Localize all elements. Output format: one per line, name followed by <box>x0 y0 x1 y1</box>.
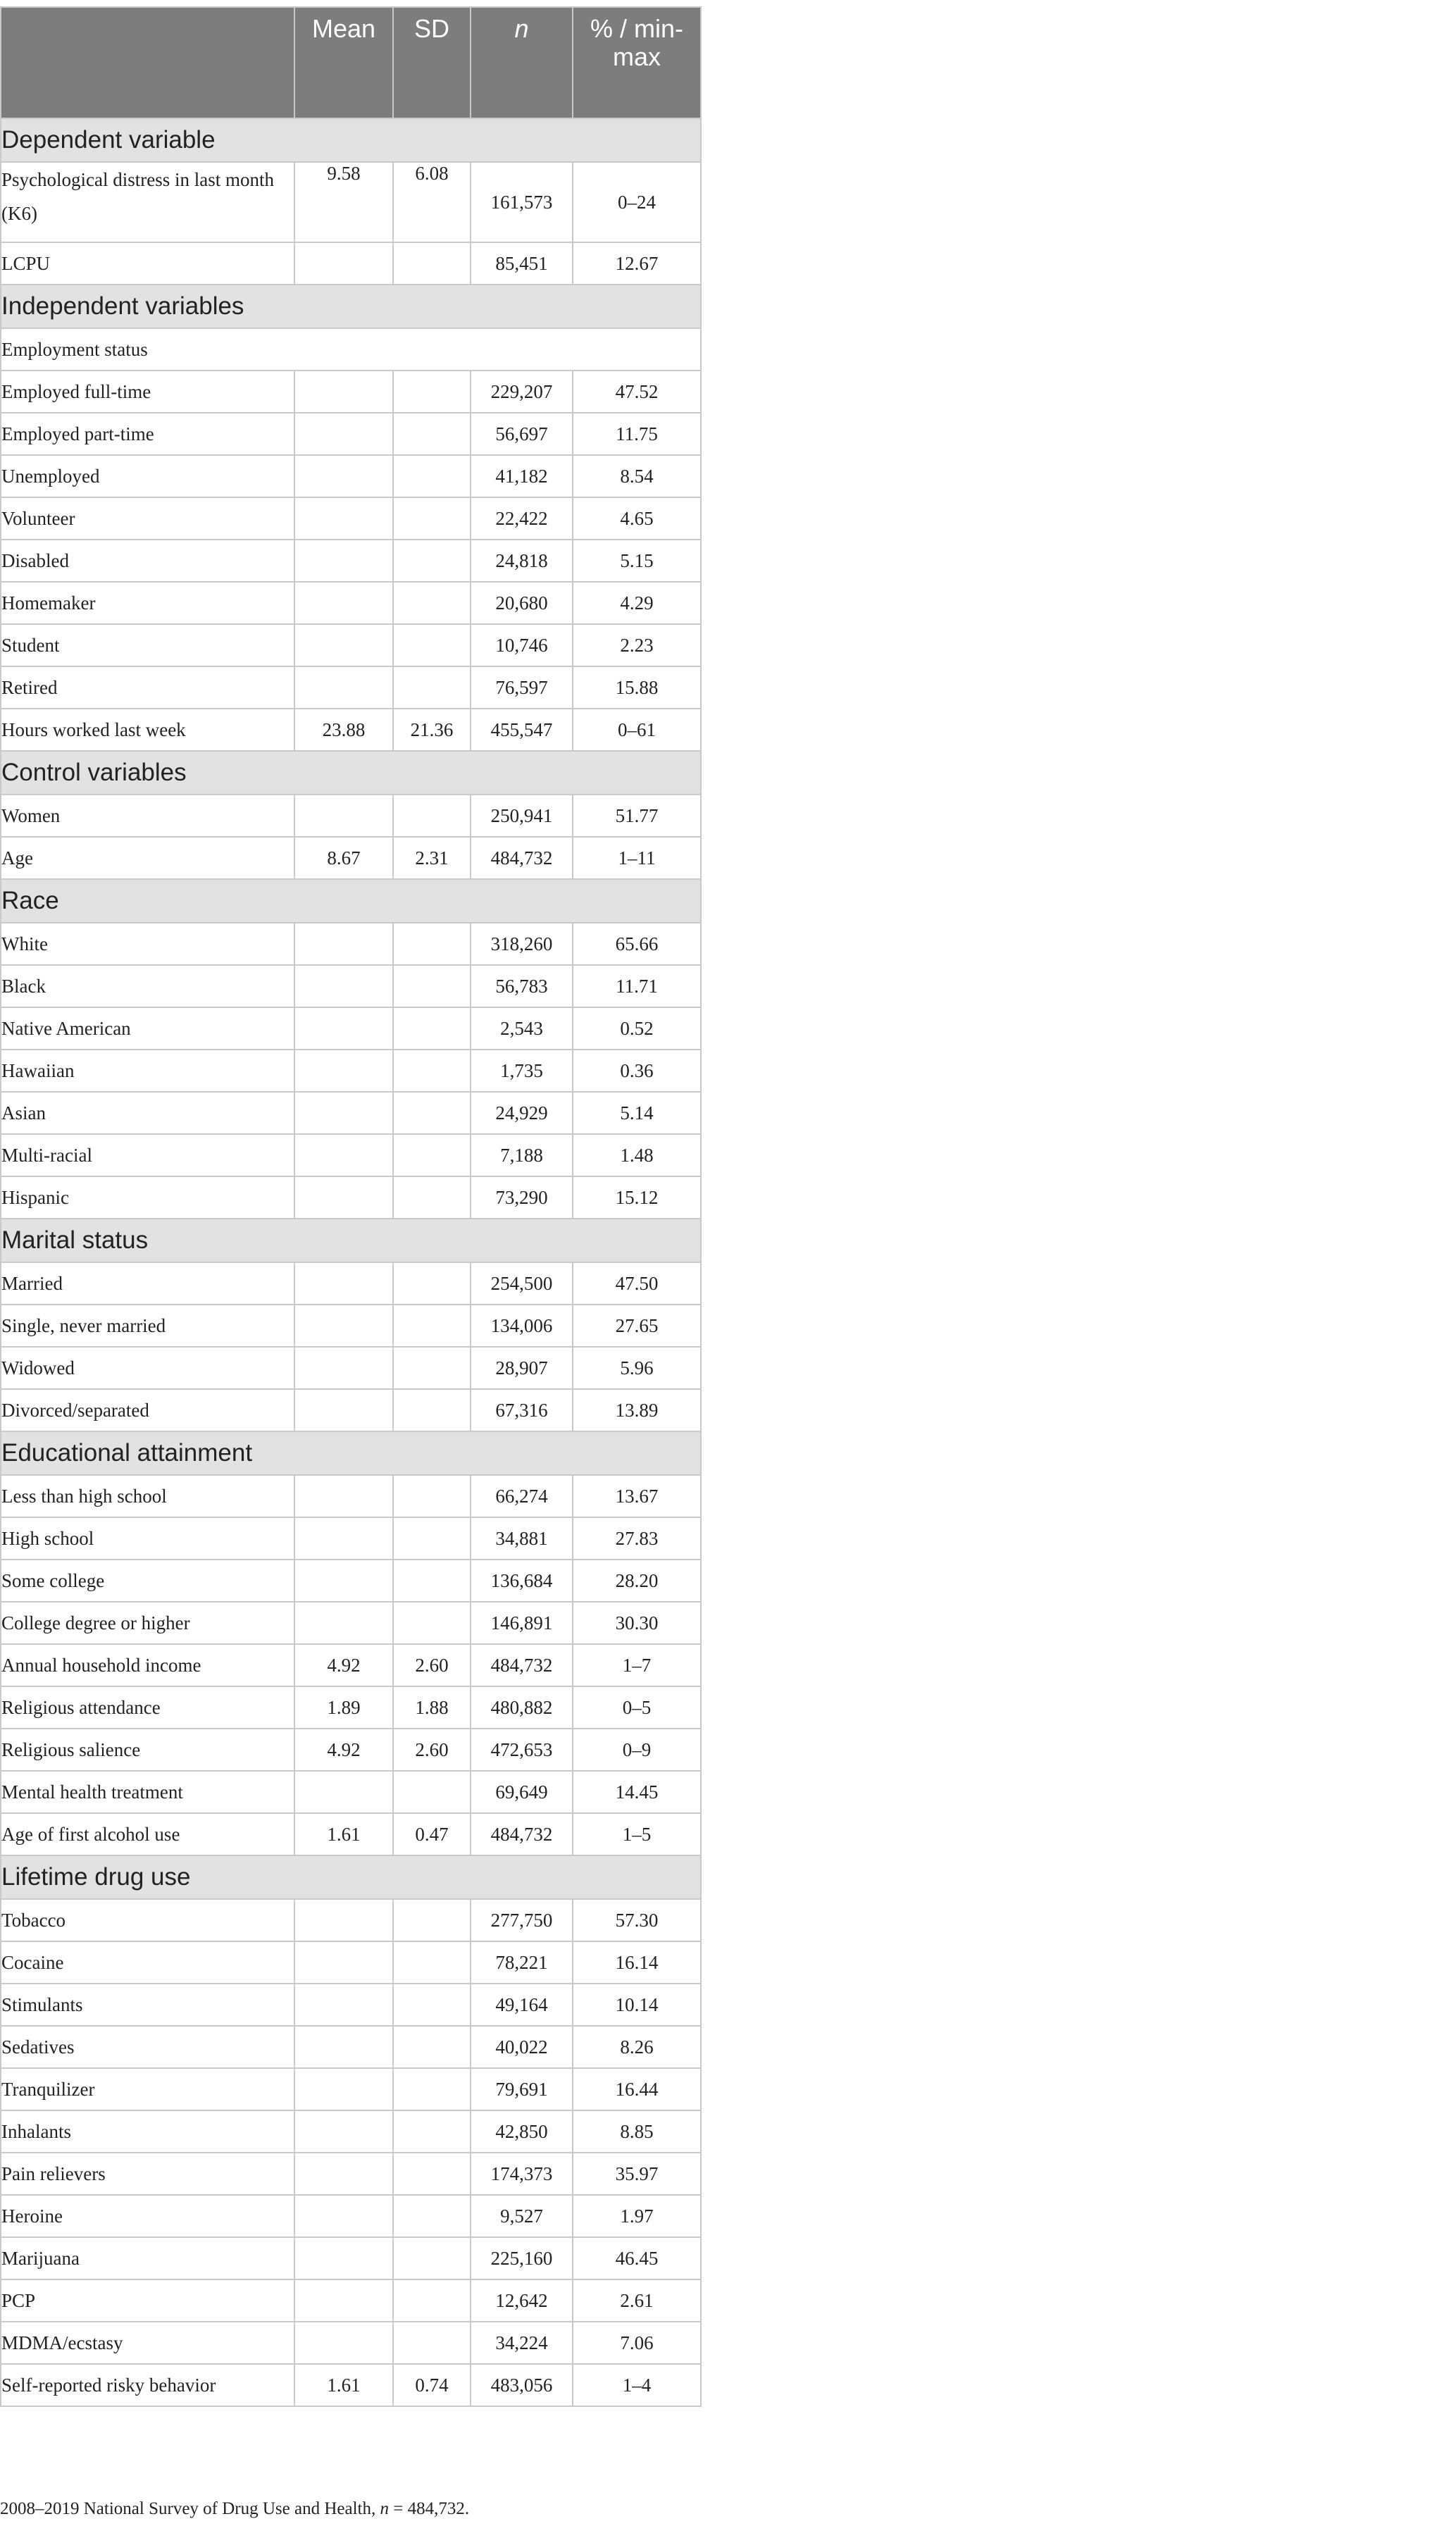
cell-pct: 5.15 <box>573 540 701 582</box>
cell-n: 161,573 <box>471 162 573 242</box>
cell-pct: 0–9 <box>573 1729 701 1771</box>
table-row <box>1 540 701 582</box>
table-row <box>1 709 701 751</box>
cell-n: 146,891 <box>471 1602 573 1644</box>
table-row <box>1 795 701 837</box>
cell-sd: 2.60 <box>393 1729 471 1771</box>
section-title: Control variables <box>1 751 701 795</box>
table-row <box>1 923 701 965</box>
table-row <box>1 2153 701 2195</box>
table-row <box>1 162 701 242</box>
cell-mean <box>294 666 393 709</box>
cell-n: 56,697 <box>471 413 573 455</box>
cell-mean: 1.61 <box>294 1813 393 1855</box>
table-row <box>1 1007 701 1050</box>
cell-mean <box>294 2110 393 2153</box>
cell-sd <box>393 2110 471 2153</box>
cell-mean: 8.67 <box>294 837 393 879</box>
cell-pct: 27.65 <box>573 1305 701 1347</box>
cell-n: 69,649 <box>471 1771 573 1813</box>
cell-sd <box>393 2026 471 2068</box>
table-row <box>1 2364 701 2406</box>
cell-sd: 6.08 <box>393 162 471 242</box>
cell-n: 67,316 <box>471 1389 573 1431</box>
row-label: Mental health treatment <box>1 1771 294 1813</box>
cell-n: 277,750 <box>471 1899 573 1941</box>
table-row <box>1 666 701 709</box>
cell-pct: 1–5 <box>573 1813 701 1855</box>
cell-pct: 5.14 <box>573 1092 701 1134</box>
cell-mean <box>294 1771 393 1813</box>
cell-sd <box>393 1262 471 1305</box>
table-row <box>1 2110 701 2153</box>
cell-n: 480,882 <box>471 1686 573 1729</box>
row-label: Disabled <box>1 540 294 582</box>
table-row <box>1 1686 701 1729</box>
cell-sd <box>393 455 471 497</box>
row-label: Volunteer <box>1 497 294 540</box>
cell-pct: 0.52 <box>573 1007 701 1050</box>
cell-pct: 8.85 <box>573 2110 701 2153</box>
cell-sd <box>393 582 471 624</box>
cell-sd <box>393 1092 471 1134</box>
table-row <box>1 965 701 1007</box>
table-row <box>1 455 701 497</box>
cell-pct: 13.67 <box>573 1475 701 1517</box>
section-title: Marital status <box>1 1219 701 1262</box>
row-label: LCPU <box>1 242 294 285</box>
cell-sd: 1.88 <box>393 1686 471 1729</box>
table-row <box>1 1389 701 1431</box>
cell-sd <box>393 1771 471 1813</box>
row-label: White <box>1 923 294 965</box>
cell-sd <box>393 1050 471 1092</box>
cell-n: 76,597 <box>471 666 573 709</box>
cell-mean: 9.58 <box>294 162 393 242</box>
cell-pct: 5.96 <box>573 1347 701 1389</box>
table-row <box>1 1941 701 1984</box>
section-title: Educational attainment <box>1 1431 701 1475</box>
table-row <box>1 1644 701 1686</box>
table-row <box>1 242 701 285</box>
table-row <box>1 2322 701 2364</box>
cell-pct: 0–24 <box>573 162 701 242</box>
section-header-row <box>1 285 701 328</box>
row-label: Single, never married <box>1 1305 294 1347</box>
cell-pct: 1.48 <box>573 1134 701 1176</box>
row-label: Widowed <box>1 1347 294 1389</box>
cell-pct: 51.77 <box>573 795 701 837</box>
table-row <box>1 2195 701 2237</box>
cell-mean <box>294 582 393 624</box>
cell-sd <box>393 1176 471 1219</box>
table-row <box>1 1262 701 1305</box>
table-row <box>1 2068 701 2110</box>
cell-pct: 11.75 <box>573 413 701 455</box>
cell-n: 484,732 <box>471 837 573 879</box>
cell-sd <box>393 497 471 540</box>
table-row <box>1 1176 701 1219</box>
cell-n: 134,006 <box>471 1305 573 1347</box>
cell-pct: 47.52 <box>573 371 701 413</box>
cell-sd <box>393 1475 471 1517</box>
cell-sd <box>393 242 471 285</box>
cell-pct: 16.14 <box>573 1941 701 1984</box>
cell-mean <box>294 1941 393 1984</box>
cell-pct: 2.23 <box>573 624 701 666</box>
row-label: Native American <box>1 1007 294 1050</box>
row-label: Heroine <box>1 2195 294 2237</box>
cell-mean: 4.92 <box>294 1729 393 1771</box>
cell-mean <box>294 1475 393 1517</box>
cell-pct: 0–61 <box>573 709 701 751</box>
table-row <box>1 1092 701 1134</box>
table-row <box>1 371 701 413</box>
cell-sd <box>393 2237 471 2279</box>
cell-mean <box>294 1560 393 1602</box>
table-row <box>1 413 701 455</box>
cell-sd <box>393 923 471 965</box>
footnote-suffix: = 484,732. <box>388 2499 470 2518</box>
cell-mean <box>294 2026 393 2068</box>
cell-n: 73,290 <box>471 1176 573 1219</box>
section-header-row <box>1 1219 701 1262</box>
cell-mean <box>294 1007 393 1050</box>
cell-n: 12,642 <box>471 2279 573 2322</box>
cell-pct: 65.66 <box>573 923 701 965</box>
cell-pct: 7.06 <box>573 2322 701 2364</box>
cell-sd <box>393 2195 471 2237</box>
header-pct: % / min-max <box>573 7 701 118</box>
table-row <box>1 1813 701 1855</box>
row-label: PCP <box>1 2279 294 2322</box>
table-row <box>1 1560 701 1602</box>
cell-n: 42,850 <box>471 2110 573 2153</box>
cell-pct: 1–4 <box>573 2364 701 2406</box>
table-row <box>1 2279 701 2322</box>
cell-pct: 2.61 <box>573 2279 701 2322</box>
cell-pct: 4.29 <box>573 582 701 624</box>
cell-mean <box>294 1092 393 1134</box>
row-group-label: Employment status <box>1 328 701 371</box>
section-header-row <box>1 1855 701 1899</box>
row-label: Cocaine <box>1 1941 294 1984</box>
row-label: Hispanic <box>1 1176 294 1219</box>
row-label: Employed part-time <box>1 413 294 455</box>
cell-n: 56,783 <box>471 965 573 1007</box>
descriptive-statistics-table <box>0 6 702 2407</box>
cell-n: 455,547 <box>471 709 573 751</box>
cell-sd: 2.31 <box>393 837 471 879</box>
cell-sd <box>393 1941 471 1984</box>
cell-n: 24,818 <box>471 540 573 582</box>
cell-sd: 21.36 <box>393 709 471 751</box>
cell-pct: 10.14 <box>573 1984 701 2026</box>
cell-n: 225,160 <box>471 2237 573 2279</box>
section-title: Lifetime drug use <box>1 1855 701 1899</box>
cell-mean <box>294 1262 393 1305</box>
row-label: MDMA/ecstasy <box>1 2322 294 2364</box>
header-mean: Mean <box>294 7 393 118</box>
row-label: Asian <box>1 1092 294 1134</box>
cell-pct: 0–5 <box>573 1686 701 1729</box>
row-label: Sedatives <box>1 2026 294 2068</box>
row-label: Hours worked last week <box>1 709 294 751</box>
table-row <box>1 328 701 371</box>
table-body <box>1 118 701 2406</box>
section-header-row <box>1 1431 701 1475</box>
cell-pct: 28.20 <box>573 1560 701 1602</box>
cell-n: 318,260 <box>471 923 573 965</box>
cell-sd <box>393 1389 471 1431</box>
cell-n: 20,680 <box>471 582 573 624</box>
table-row <box>1 2026 701 2068</box>
cell-n: 24,929 <box>471 1092 573 1134</box>
cell-sd <box>393 2068 471 2110</box>
table-row <box>1 1602 701 1644</box>
section-header-row <box>1 751 701 795</box>
cell-sd <box>393 1305 471 1347</box>
cell-mean <box>294 2322 393 2364</box>
section-title: Dependent variable <box>1 118 701 162</box>
cell-mean <box>294 371 393 413</box>
cell-mean <box>294 1602 393 1644</box>
cell-pct: 4.65 <box>573 497 701 540</box>
cell-sd <box>393 1517 471 1560</box>
cell-mean: 1.89 <box>294 1686 393 1729</box>
cell-n: 7,188 <box>471 1134 573 1176</box>
table-row <box>1 1347 701 1389</box>
header-row <box>1 7 701 118</box>
cell-n: 41,182 <box>471 455 573 497</box>
cell-sd <box>393 413 471 455</box>
row-label: Age of first alcohol use <box>1 1813 294 1855</box>
cell-n: 9,527 <box>471 2195 573 2237</box>
table-row <box>1 1771 701 1813</box>
cell-sd <box>393 2153 471 2195</box>
cell-sd <box>393 1602 471 1644</box>
section-title: Race <box>1 879 701 923</box>
cell-pct: 14.45 <box>573 1771 701 1813</box>
cell-sd <box>393 1984 471 2026</box>
cell-n: 22,422 <box>471 497 573 540</box>
row-label: Marijuana <box>1 2237 294 2279</box>
cell-mean <box>294 624 393 666</box>
cell-pct: 15.88 <box>573 666 701 709</box>
row-label: Women <box>1 795 294 837</box>
row-label: Inhalants <box>1 2110 294 2153</box>
cell-pct: 57.30 <box>573 1899 701 1941</box>
cell-sd <box>393 1560 471 1602</box>
cell-n: 484,732 <box>471 1644 573 1686</box>
header-sd: SD <box>393 7 471 118</box>
cell-pct: 47.50 <box>573 1262 701 1305</box>
cell-pct: 30.30 <box>573 1602 701 1644</box>
cell-sd <box>393 1134 471 1176</box>
row-label: Psychological distress in last month (K6) <box>1 162 294 242</box>
cell-sd: 0.74 <box>393 2364 471 2406</box>
table-row <box>1 1729 701 1771</box>
cell-sd <box>393 2279 471 2322</box>
row-label: Annual household income <box>1 1644 294 1686</box>
cell-n: 250,941 <box>471 795 573 837</box>
cell-pct: 0.36 <box>573 1050 701 1092</box>
header-n: n <box>471 7 573 118</box>
cell-n: 85,451 <box>471 242 573 285</box>
cell-mean <box>294 2153 393 2195</box>
cell-n: 28,907 <box>471 1347 573 1389</box>
row-label: Some college <box>1 1560 294 1602</box>
section-title: Independent variables <box>1 285 701 328</box>
table-row <box>1 1984 701 2026</box>
cell-mean <box>294 965 393 1007</box>
cell-sd <box>393 540 471 582</box>
header-label <box>1 7 294 118</box>
cell-mean <box>294 1517 393 1560</box>
cell-mean <box>294 795 393 837</box>
cell-n: 66,274 <box>471 1475 573 1517</box>
row-label: High school <box>1 1517 294 1560</box>
cell-mean <box>294 2195 393 2237</box>
cell-sd <box>393 965 471 1007</box>
cell-mean <box>294 2279 393 2322</box>
cell-mean <box>294 497 393 540</box>
cell-pct: 8.26 <box>573 2026 701 2068</box>
cell-sd: 0.47 <box>393 1813 471 1855</box>
cell-pct: 46.45 <box>573 2237 701 2279</box>
section-header-row <box>1 118 701 162</box>
footnote <box>0 2499 469 2519</box>
row-label: Stimulants <box>1 1984 294 2026</box>
cell-mean <box>294 1899 393 1941</box>
cell-mean <box>294 242 393 285</box>
section-header-row <box>1 879 701 923</box>
row-label: Married <box>1 1262 294 1305</box>
cell-n: 78,221 <box>471 1941 573 1984</box>
cell-sd <box>393 795 471 837</box>
cell-mean: 4.92 <box>294 1644 393 1686</box>
cell-n: 472,653 <box>471 1729 573 1771</box>
cell-sd <box>393 624 471 666</box>
cell-pct: 12.67 <box>573 242 701 285</box>
row-label: Unemployed <box>1 455 294 497</box>
cell-n: 229,207 <box>471 371 573 413</box>
cell-sd <box>393 1899 471 1941</box>
table-row <box>1 1050 701 1092</box>
cell-sd <box>393 666 471 709</box>
cell-pct: 15.12 <box>573 1176 701 1219</box>
cell-n: 136,684 <box>471 1560 573 1602</box>
cell-n: 483,056 <box>471 2364 573 2406</box>
cell-mean <box>294 413 393 455</box>
cell-mean <box>294 2068 393 2110</box>
row-label: Self-reported risky behavior <box>1 2364 294 2406</box>
table-row <box>1 1305 701 1347</box>
row-label: College degree or higher <box>1 1602 294 1644</box>
cell-mean <box>294 2237 393 2279</box>
cell-mean <box>294 540 393 582</box>
row-label: Multi-racial <box>1 1134 294 1176</box>
cell-pct: 35.97 <box>573 2153 701 2195</box>
table-row <box>1 582 701 624</box>
cell-n: 34,881 <box>471 1517 573 1560</box>
cell-sd <box>393 1007 471 1050</box>
footnote-prefix: 2008–2019 National Survey of Drug Use and Health, <box>0 2499 380 2518</box>
table-row <box>1 1517 701 1560</box>
footnote-n-symbol: n <box>380 2499 389 2518</box>
table-row <box>1 1134 701 1176</box>
row-label: Religious salience <box>1 1729 294 1771</box>
row-label: Divorced/separated <box>1 1389 294 1431</box>
cell-mean <box>294 1050 393 1092</box>
table-row <box>1 837 701 879</box>
cell-pct: 16.44 <box>573 2068 701 2110</box>
row-label: Employed full-time <box>1 371 294 413</box>
cell-n: 254,500 <box>471 1262 573 1305</box>
cell-mean <box>294 1347 393 1389</box>
cell-n: 49,164 <box>471 1984 573 2026</box>
cell-mean <box>294 1389 393 1431</box>
row-label: Hawaiian <box>1 1050 294 1092</box>
table-row <box>1 624 701 666</box>
cell-n: 174,373 <box>471 2153 573 2195</box>
cell-n: 79,691 <box>471 2068 573 2110</box>
row-label: Age <box>1 837 294 879</box>
row-label: Religious attendance <box>1 1686 294 1729</box>
cell-n: 1,735 <box>471 1050 573 1092</box>
cell-n: 10,746 <box>471 624 573 666</box>
cell-pct: 13.89 <box>573 1389 701 1431</box>
cell-pct: 27.83 <box>573 1517 701 1560</box>
table-row <box>1 1899 701 1941</box>
cell-mean: 1.61 <box>294 2364 393 2406</box>
cell-mean: 23.88 <box>294 709 393 751</box>
row-label: Retired <box>1 666 294 709</box>
row-label: Pain relievers <box>1 2153 294 2195</box>
cell-sd <box>393 2322 471 2364</box>
cell-pct: 11.71 <box>573 965 701 1007</box>
cell-sd: 2.60 <box>393 1644 471 1686</box>
cell-n: 2,543 <box>471 1007 573 1050</box>
table-row <box>1 2237 701 2279</box>
cell-mean <box>294 923 393 965</box>
cell-mean <box>294 1305 393 1347</box>
table-row <box>1 1475 701 1517</box>
row-label: Tranquilizer <box>1 2068 294 2110</box>
row-label: Homemaker <box>1 582 294 624</box>
cell-mean <box>294 455 393 497</box>
row-label: Less than high school <box>1 1475 294 1517</box>
cell-sd <box>393 371 471 413</box>
cell-n: 40,022 <box>471 2026 573 2068</box>
table-row <box>1 497 701 540</box>
cell-pct: 1–7 <box>573 1644 701 1686</box>
cell-n: 484,732 <box>471 1813 573 1855</box>
cell-pct: 1–11 <box>573 837 701 879</box>
cell-sd <box>393 1347 471 1389</box>
cell-mean <box>294 1176 393 1219</box>
row-label: Tobacco <box>1 1899 294 1941</box>
cell-mean <box>294 1984 393 2026</box>
row-label: Black <box>1 965 294 1007</box>
row-label: Student <box>1 624 294 666</box>
cell-pct: 1.97 <box>573 2195 701 2237</box>
cell-pct: 8.54 <box>573 455 701 497</box>
cell-mean <box>294 1134 393 1176</box>
cell-n: 34,224 <box>471 2322 573 2364</box>
